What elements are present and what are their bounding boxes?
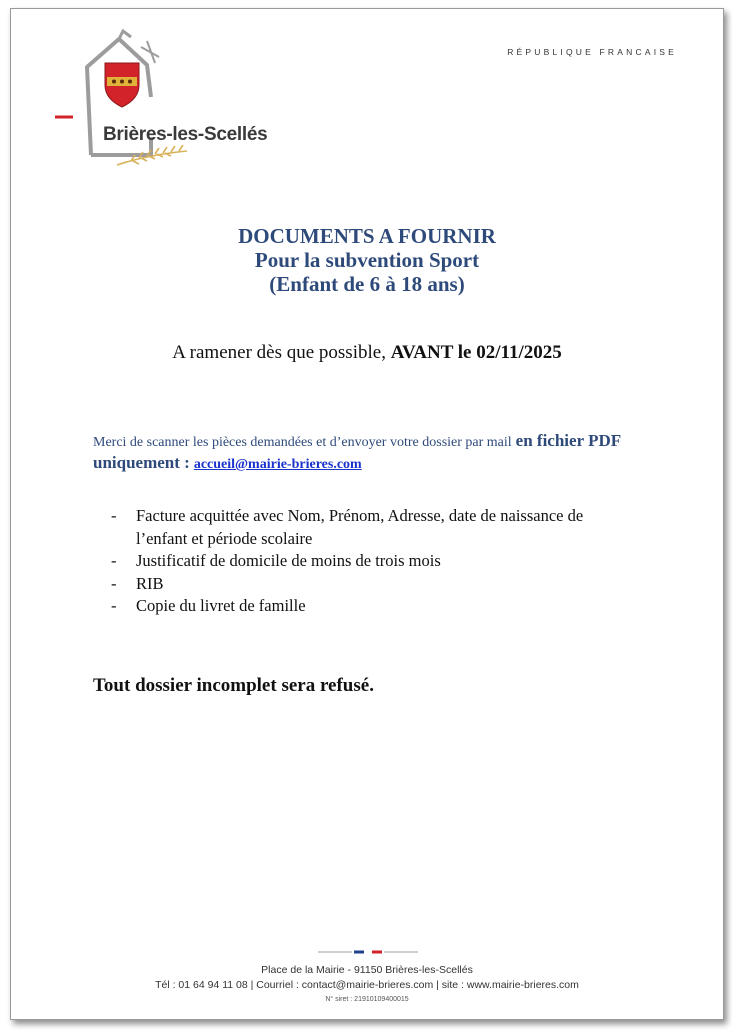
pdf-requirement: en fichier PDF uniquement : [93, 431, 621, 472]
email-link[interactable]: accueil@mairie-brieres.com [193, 457, 362, 472]
republique-label: RÉPUBLIQUE FRANCAISE [507, 47, 677, 57]
deadline-text [11, 342, 723, 364]
deadline-prefix: A ramener dès que possible, [172, 342, 386, 363]
list-item-text: Facture acquittée avec Nom, Prénom, Adresse, date de naissance de l’enfant et période scolaire [136, 506, 584, 548]
footer-contact: Tél : 01 64 94 11 08 | Courriel : contact@mairie-brieres.com | site : www.mairie-brieres.com [155, 979, 579, 991]
page-subtitle: Pour la subvention Sport [254, 248, 480, 272]
footer-siret: N° siret : 21910109400015 [325, 996, 409, 1003]
documents-list [111, 505, 631, 618]
instructions-text: Merci de scanner les pièces demandées et d’envoyer votre dossier par mail [93, 435, 512, 450]
list-item-text: Justificatif de domicile de moins de trois mois [136, 551, 441, 570]
list-item: - Justificatif de domicile de moins de trois mois [111, 551, 441, 570]
submission-instructions [93, 431, 673, 475]
footer-divider [318, 950, 418, 954]
town-logo [47, 27, 267, 177]
page-title: DOCUMENTS A FOURNIR [238, 224, 496, 248]
list-item: - Copie du livret de famille [111, 596, 306, 615]
town-name: Brières-les-Scellés [103, 124, 268, 145]
list-item: - Facture acquittée avec Nom, Prénom, Adresse, date de naissance de l’enfant et période scolaire [111, 506, 584, 548]
mill-emblem-icon [47, 27, 267, 177]
list-item: - RIB [111, 573, 164, 593]
deadline-date: AVANT le 02/11/2025 [390, 342, 562, 363]
list-item-text: RIB [136, 573, 164, 593]
list-item-text: Copie du livret de famille [136, 596, 306, 615]
footer-address: Place de la Mairie - 91150 Brières-les-Scellés [261, 964, 473, 976]
age-range: (Enfant de 6 à 18 ans) [269, 272, 465, 296]
document-page [10, 8, 724, 1020]
incomplete-warning: Tout dossier incomplet sera refusé. [93, 675, 374, 696]
